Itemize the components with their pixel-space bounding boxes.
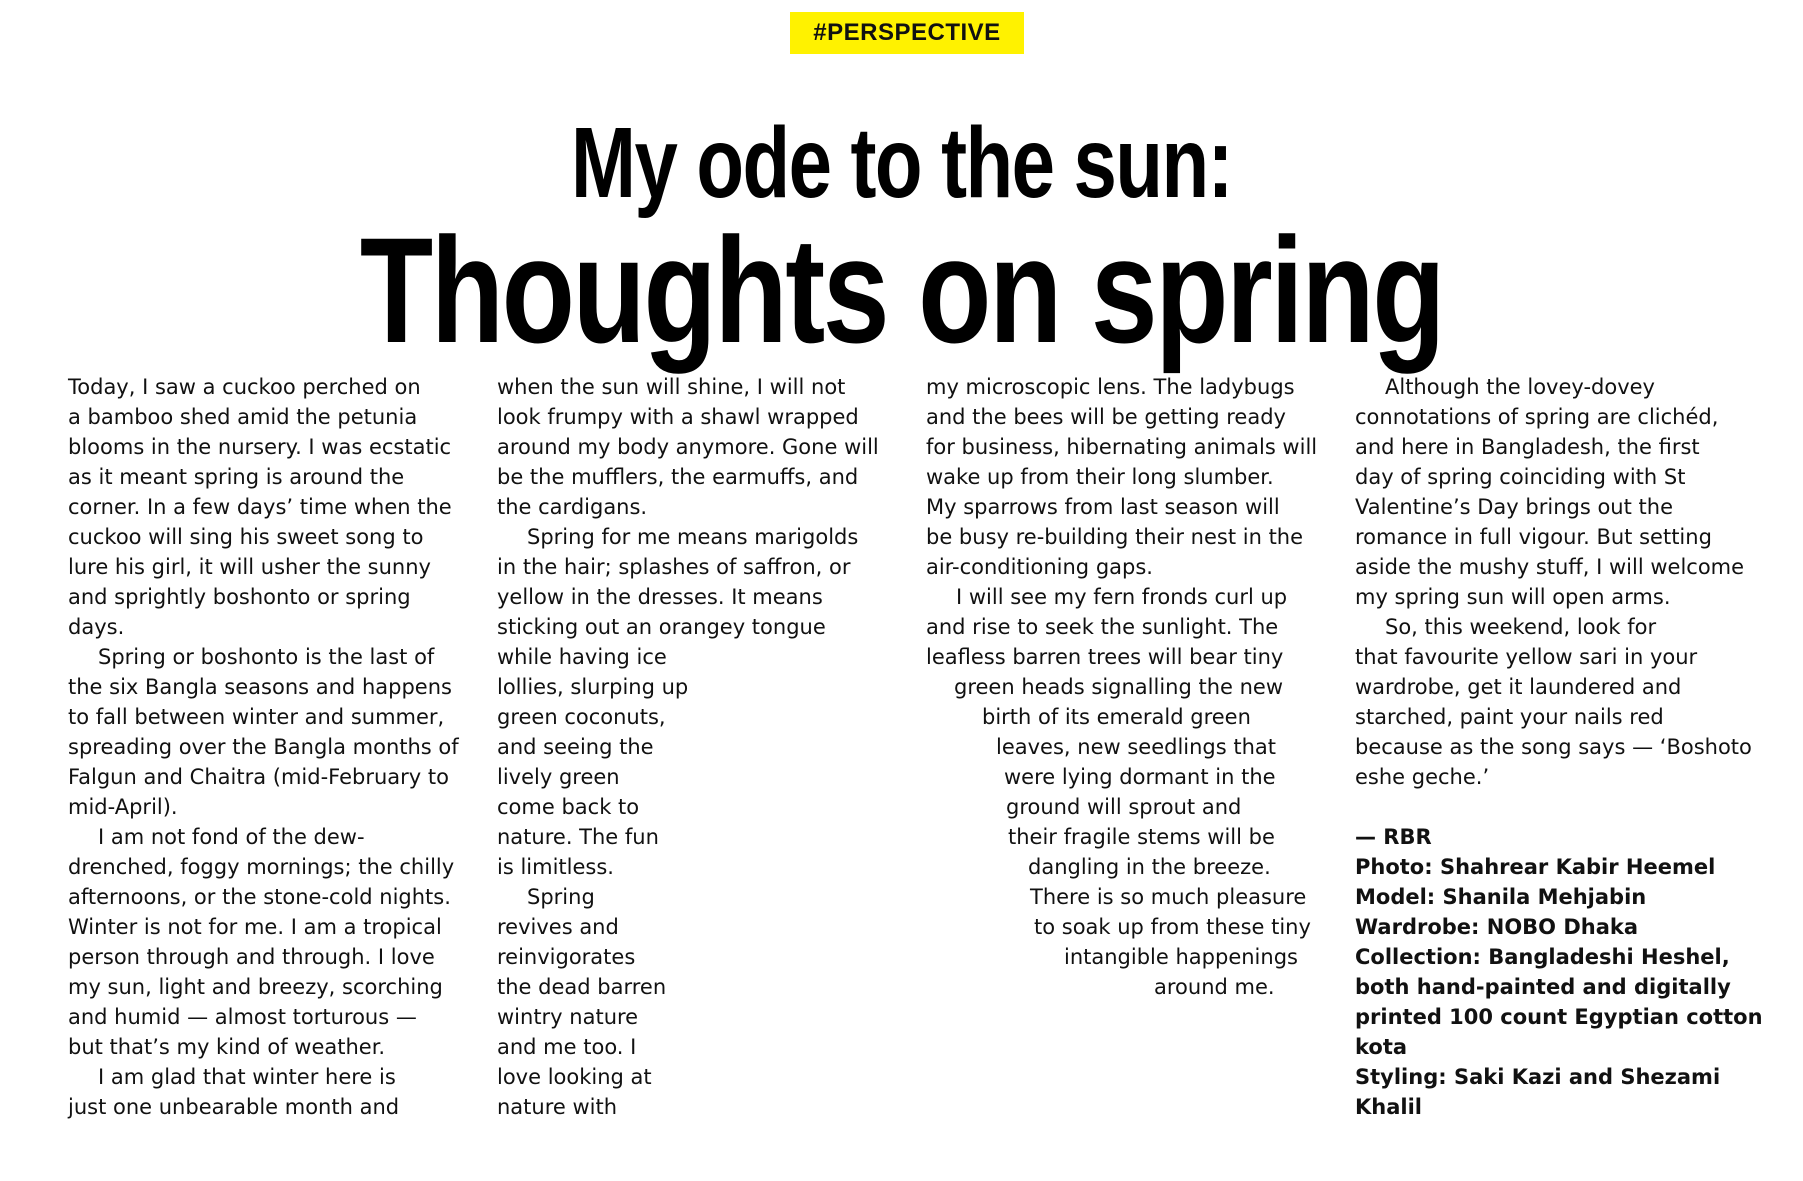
article-line: cuckoo will sing his sweet song to bbox=[68, 525, 424, 549]
credit-line: kota bbox=[1355, 1035, 1408, 1059]
article-line: were lying dormant in the bbox=[1004, 765, 1276, 789]
article-line: green heads signalling the new bbox=[954, 675, 1284, 699]
section-tag: #PERSPECTIVE bbox=[790, 12, 1024, 54]
article-line: to soak up from these tiny bbox=[1034, 915, 1311, 939]
article-line: for business, hibernating animals will bbox=[926, 435, 1318, 459]
article-line: is limitless. bbox=[497, 855, 614, 879]
article-line: and here in Bangladesh, the first bbox=[1355, 435, 1700, 459]
article-line: spreading over the Bangla months of bbox=[68, 735, 459, 759]
article-line: a bamboo shed amid the petunia bbox=[68, 405, 418, 429]
article-line: blooms in the nursery. I was ecstatic bbox=[68, 435, 452, 459]
article-line: My sparrows from last season will bbox=[926, 495, 1280, 519]
headline-line-1: My ode to the sun: bbox=[571, 107, 1232, 219]
article-line: but that’s my kind of weather. bbox=[68, 1035, 386, 1059]
article-line: I will see my fern fronds curl up bbox=[956, 585, 1288, 609]
article-line: I am glad that winter here is bbox=[98, 1065, 396, 1089]
article-line: intangible happenings bbox=[1064, 945, 1298, 969]
article-line: lure his girl, it will usher the sunny bbox=[68, 555, 431, 579]
article-line: nature. The fun bbox=[497, 825, 659, 849]
article-line: Spring or boshonto is the last of bbox=[98, 645, 435, 669]
article-line: come back to bbox=[497, 795, 640, 819]
article-column-4 bbox=[1355, 372, 1763, 1122]
article-line: starched, paint your nails red bbox=[1355, 705, 1664, 729]
article-line: nature with bbox=[497, 1095, 618, 1119]
article-line: lively green bbox=[497, 765, 620, 789]
article-line: Today, I saw a cuckoo perched on bbox=[68, 375, 421, 399]
article-line: around my body anymore. Gone will bbox=[497, 435, 879, 459]
article-line: in the hair; splashes of saffron, or bbox=[497, 555, 851, 579]
article-line: So, this weekend, look for bbox=[1385, 615, 1657, 639]
article-line: birth of its emerald green bbox=[982, 705, 1251, 729]
credit-line: — RBR bbox=[1355, 825, 1432, 849]
article-line: aside the mushy stuff, I will welcome bbox=[1355, 555, 1745, 579]
article-line: afternoons, or the stone-cold nights. bbox=[68, 885, 451, 909]
article-line: while having ice bbox=[497, 645, 667, 669]
article-line: green coconuts, bbox=[497, 705, 666, 729]
article-line: sticking out an orangey tongue bbox=[497, 615, 826, 639]
article-line: and me too. I bbox=[497, 1035, 637, 1059]
article-line: leaves, new seedlings that bbox=[996, 735, 1277, 759]
article-line: and sprightly boshonto or spring bbox=[68, 585, 411, 609]
headline-line-2: Thoughts on spring bbox=[359, 206, 1444, 374]
credit-line: printed 100 count Egyptian cotton bbox=[1355, 1005, 1763, 1029]
article-line: wardrobe, get it laundered and bbox=[1355, 675, 1682, 699]
article-line: to fall between winter and summer, bbox=[68, 705, 445, 729]
article-line: as it meant spring is around the bbox=[68, 465, 405, 489]
article-line: love looking at bbox=[497, 1065, 652, 1089]
article-line: dangling in the breeze. bbox=[1028, 855, 1271, 879]
article-line: and humid — almost torturous — bbox=[68, 1005, 417, 1029]
article-line: look frumpy with a shawl wrapped bbox=[497, 405, 859, 429]
credit-line: Photo: Shahrear Kabir Heemel bbox=[1355, 855, 1716, 879]
article-line: air-conditioning gaps. bbox=[926, 555, 1153, 579]
article-line: the cardigans. bbox=[497, 495, 648, 519]
article-line: wake up from their long slumber. bbox=[926, 465, 1274, 489]
article-line: when the sun will shine, I will not bbox=[497, 375, 846, 399]
article-line: lollies, slurping up bbox=[497, 675, 689, 699]
article-line: Spring bbox=[527, 885, 595, 909]
credit-line: both hand-painted and digitally bbox=[1355, 975, 1731, 999]
article-line: Valentine’s Day brings out the bbox=[1355, 495, 1673, 519]
article-line: that favourite yellow sari in your bbox=[1355, 645, 1698, 669]
article-line: corner. In a few days’ time when the bbox=[68, 495, 452, 519]
article-line: just one unbearable month and bbox=[68, 1095, 400, 1119]
article-line: and the bees will be getting ready bbox=[926, 405, 1286, 429]
credit-line: Model: Shanila Mehjabin bbox=[1355, 885, 1647, 909]
article-line: and rise to seek the sunlight. The bbox=[926, 615, 1279, 639]
article-line: Spring for me means marigolds bbox=[527, 525, 859, 549]
credit-line: Wardrobe: NOBO Dhaka bbox=[1355, 915, 1639, 939]
article-line: connotations of spring are clichéd, bbox=[1355, 405, 1719, 429]
article-column-3 bbox=[926, 372, 1317, 1002]
article-line: days. bbox=[68, 615, 125, 639]
photo-credits bbox=[1355, 822, 1763, 1122]
article-line: reinvigorates bbox=[497, 945, 636, 969]
article-line: revives and bbox=[497, 915, 619, 939]
article-line: and seeing the bbox=[497, 735, 654, 759]
article-line: Although the lovey-dovey bbox=[1385, 375, 1655, 399]
column-4-body bbox=[1355, 372, 1763, 792]
article-line: yellow in the dresses. It means bbox=[497, 585, 823, 609]
article-line: leafless barren trees will bear tiny bbox=[926, 645, 1284, 669]
article-line: ground will sprout and bbox=[1006, 795, 1242, 819]
article-line: Winter is not for me. I am a tropical bbox=[68, 915, 442, 939]
article-line: my spring sun will open arms. bbox=[1355, 585, 1671, 609]
credit-line: Khalil bbox=[1355, 1095, 1422, 1119]
credit-line: Styling: Saki Kazi and Shezami bbox=[1355, 1065, 1721, 1089]
article-column-2 bbox=[497, 372, 879, 1122]
article-line: my sun, light and breezy, scorching bbox=[68, 975, 443, 999]
article-line: There is so much pleasure bbox=[1030, 885, 1307, 909]
article-line: wintry nature bbox=[497, 1005, 639, 1029]
credit-line: Collection: Bangladeshi Heshel, bbox=[1355, 945, 1730, 969]
article-line: day of spring coinciding with St bbox=[1355, 465, 1686, 489]
article-line: around me. bbox=[1154, 975, 1275, 999]
article-line: because as the song says — ‘Boshoto bbox=[1355, 735, 1752, 759]
article-line: my microscopic lens. The ladybugs bbox=[926, 375, 1295, 399]
article-column-1 bbox=[68, 372, 459, 1122]
article-line: mid-April). bbox=[68, 795, 178, 819]
article-line: romance in full vigour. But setting bbox=[1355, 525, 1712, 549]
article-line: be the mufflers, the earmuffs, and bbox=[497, 465, 859, 489]
article-line: drenched, foggy mornings; the chilly bbox=[68, 855, 455, 879]
article-line: person through and through. I love bbox=[68, 945, 435, 969]
article-line: be busy re-building their nest in the bbox=[926, 525, 1304, 549]
article-line: the six Bangla seasons and happens bbox=[68, 675, 452, 699]
article-line: Falgun and Chaitra (mid-February to bbox=[68, 765, 449, 789]
article-line: their fragile stems will be bbox=[1008, 825, 1275, 849]
article-line: the dead barren bbox=[497, 975, 667, 999]
article-line: I am not fond of the dew- bbox=[98, 825, 365, 849]
article-line: eshe geche.’ bbox=[1355, 765, 1490, 789]
